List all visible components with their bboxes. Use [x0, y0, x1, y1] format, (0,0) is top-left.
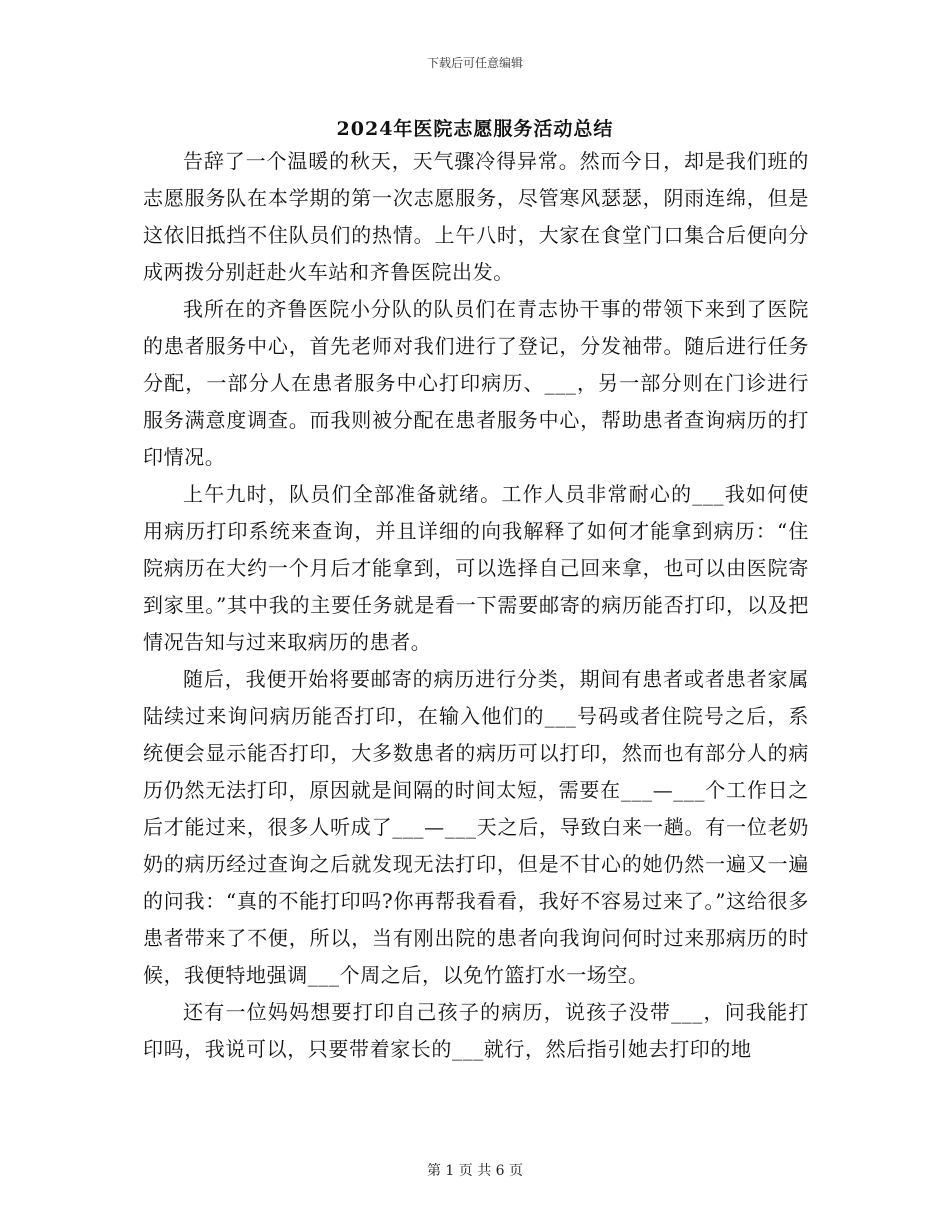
- document-body: [143, 143, 809, 1068]
- paragraph: 上午九时，队员们全部准备就绪。工作人员非常耐心的___我如何使用病历打印系统来查询，并且详细的向我解释了如何才能拿到病历：“住院病历在大约一个月后才能拿到，可以选择自己回来拿，也可以由医院寄到家里。”其中我的主要任务就是看一下需要邮寄的病历能否打印，以及把情况告知与过来取病历的患者。: [143, 482, 809, 654]
- page-number: 第 1 页 共 6 页: [426, 1163, 524, 1179]
- paragraph: 我所在的齐鲁医院小分队的队员们在青志协干事的带领下来到了医院的患者服务中心，首先老师对我们进行了登记，分发袖带。随后进行任务分配，一部分人在患者服务中心打印病历、___，另一部分则在门诊进行服务满意度调查。而我则被分配在患者服务中心，帮助患者查询病历的打印情况。: [143, 297, 809, 469]
- paragraph: 随后，我便开始将要邮寄的病历进行分类，期间有患者或者患者家属陆续过来询问病历能否打印，在输入他们的___号码或者住院号之后，系统便会显示能否打印，大多数患者的病历可以打印，然而也有部分人的病历仍然无法打印，原因就是间隔的时间太短，需要在___—___个工作日之后才能过来，很多人听成了___—___天之后，导致白来一趟。有一位老奶奶的病历经过查询之后就发现无法打印，但是不甘心的她仍然一遍又一遍的问我：“真的不能打印吗?你再帮我看看，我好不容易过来了。”这给很多患者带来了不便，所以，当有刚出院的患者向我询问何时过来那病历的时候，我便特地强调___个周之后，以免竹篮打水一场空。: [143, 667, 809, 987]
- document-title: 2024年医院志愿服务活动总结: [336, 118, 614, 140]
- paragraph: 告辞了一个温暖的秋天，天气骤冷得异常。然而今日，却是我们班的志愿服务队在本学期的第一次志愿服务，尽管寒风瑟瑟，阴雨连绵，但是这依旧抵挡不住队员们的热情。上午八时，大家在食堂门口集合后便向分成两拨分别赶赴火车站和齐鲁医院出发。: [143, 149, 809, 284]
- header-note: 下载后可任意编辑: [426, 56, 523, 70]
- paragraph: 还有一位妈妈想要打印自己孩子的病历，说孩子没带___，问我能打印吗，我说可以，只要带着家长的___就行，然后指引她去打印的地: [143, 1000, 809, 1061]
